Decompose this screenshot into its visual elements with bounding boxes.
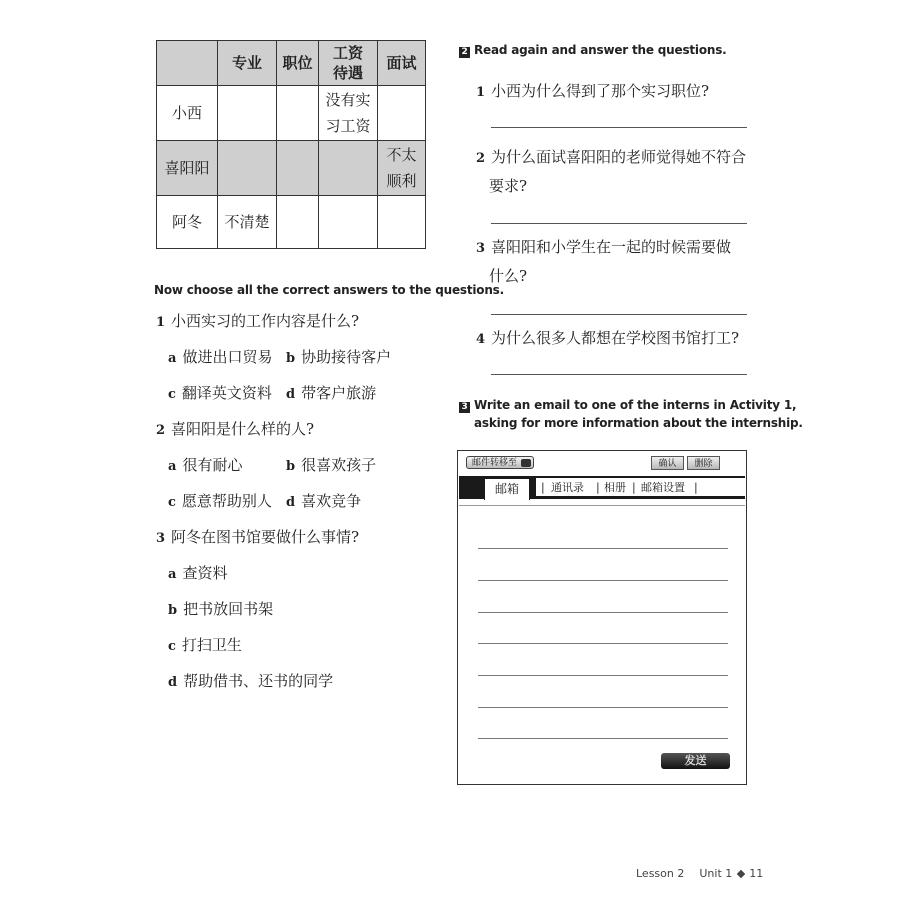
read-question-4: 4 为什么很多人都想在学校图书馆打工? [476, 329, 740, 347]
table-row [157, 196, 426, 249]
table-cell [277, 86, 319, 141]
forward-to-select[interactable]: 邮件转移至 [466, 456, 534, 469]
table-cell [218, 141, 277, 196]
answer-line-1[interactable] [491, 127, 747, 128]
email-body-line[interactable] [478, 707, 728, 708]
table-header-salary: 工资待遇 [319, 41, 378, 86]
instruction-text: Read again and answer the questions. [474, 43, 727, 57]
question-1 [156, 310, 359, 331]
table-header-position: 职位 [277, 41, 319, 86]
email-compose-box [457, 450, 747, 785]
table-header-row [157, 41, 426, 86]
activity-number-badge: 2 [459, 47, 470, 58]
answer-line-3[interactable] [491, 314, 747, 315]
tab-album[interactable]: 相册 [604, 481, 626, 494]
email-body-line[interactable] [478, 612, 728, 613]
nav-separator: | [632, 481, 636, 494]
table-row [157, 86, 426, 141]
answer-line-4[interactable] [491, 374, 747, 375]
option-2c[interactable]: c 愿意帮助别人 [168, 492, 272, 510]
instruction-read-again [459, 43, 727, 58]
compose-top-rule [459, 505, 745, 506]
table-cell: 没有实习工资 [319, 86, 378, 141]
option-2b[interactable]: b 很喜欢孩子 [286, 456, 377, 474]
question-number: 2 [156, 423, 166, 438]
table-header-major: 专业 [218, 41, 277, 86]
option-1c[interactable]: c 翻译英文资料 [168, 384, 272, 402]
row-name: 小西 [157, 86, 218, 141]
question-number: 1 [156, 315, 166, 330]
diamond-icon [737, 869, 745, 877]
confirm-button[interactable]: 确认 [651, 456, 684, 470]
row-name: 阿冬 [157, 196, 218, 249]
option-3b[interactable]: b 把书放回书架 [168, 600, 274, 618]
table-header-interview: 面试 [378, 41, 426, 86]
nav-separator: | [541, 481, 545, 494]
option-3a[interactable]: a 查资料 [168, 564, 228, 582]
email-body-line[interactable] [478, 643, 728, 644]
option-2a[interactable]: a 很有耐心 [168, 456, 243, 474]
question-text: 小西实习的工作内容是什么? [171, 312, 360, 330]
table-cell [319, 141, 378, 196]
tab-mailbox-settings[interactable]: 邮箱设置 [641, 481, 685, 494]
chevron-down-icon [521, 459, 531, 467]
table-cell: 不太顺利 [378, 141, 426, 196]
row-name: 喜阳阳 [157, 141, 218, 196]
option-1b[interactable]: b 协助接待客户 [286, 348, 392, 366]
question-3 [156, 526, 359, 547]
page-footer [636, 867, 763, 880]
tab-contacts[interactable]: 通讯录 [551, 481, 584, 494]
table-row [157, 141, 426, 196]
question-text: 阿冬在图书馆要做什么事情? [171, 528, 360, 546]
email-body-line[interactable] [478, 738, 728, 739]
table-cell [319, 196, 378, 249]
instruction-write-email [459, 398, 796, 413]
page-number: 11 [749, 867, 764, 880]
read-question-3: 3 喜阳阳和小学生在一起的时候需要做 [476, 238, 732, 256]
read-question-2: 2 为什么面试喜阳阳的老师觉得她不符合 [476, 148, 747, 166]
table-cell: 不清楚 [218, 196, 277, 249]
activity-number-badge: 3 [459, 402, 470, 413]
nav-separator: | [694, 481, 698, 494]
question-number: 3 [156, 531, 166, 546]
answer-line-2[interactable] [491, 223, 747, 224]
instruction-choose: Now choose all the correct answers to the questions. [154, 283, 504, 297]
table-cell [277, 141, 319, 196]
email-body-line[interactable] [478, 548, 728, 549]
email-body-line[interactable] [478, 580, 728, 581]
footer-unit: Unit 1 [699, 867, 733, 880]
question-2 [156, 418, 314, 439]
read-question-3-cont: 什么? [489, 267, 528, 285]
table-cell [277, 196, 319, 249]
read-question-1: 1 小西为什么得到了那个实习职位? [476, 82, 710, 100]
table-cell [218, 86, 277, 141]
option-3d[interactable]: d 帮助借书、还书的同学 [168, 672, 334, 690]
option-2d[interactable]: d 喜欢竞争 [286, 492, 362, 510]
delete-button[interactable]: 删除 [687, 456, 720, 470]
question-text: 喜阳阳是什么样的人? [171, 420, 315, 438]
email-body-line[interactable] [478, 675, 728, 676]
nav-separator: | [596, 481, 600, 494]
option-1a[interactable]: a 做进出口贸易 [168, 348, 273, 366]
option-3c[interactable]: c 打扫卫生 [168, 636, 242, 654]
table-cell [378, 196, 426, 249]
footer-lesson: Lesson 2 [636, 867, 685, 880]
intern-info-table [156, 40, 426, 249]
instruction-write-email-cont: asking for more information about the internship. [474, 416, 803, 430]
send-button[interactable]: 发送 [661, 753, 730, 769]
instruction-text: Write an email to one of the interns in Activity 1, [474, 398, 797, 412]
table-header-cell [157, 41, 218, 86]
tab-mailbox[interactable]: 邮箱 [484, 478, 530, 500]
table-cell [378, 86, 426, 141]
option-1d[interactable]: d 带客户旅游 [286, 384, 377, 402]
read-question-2-cont: 要求? [489, 177, 528, 195]
